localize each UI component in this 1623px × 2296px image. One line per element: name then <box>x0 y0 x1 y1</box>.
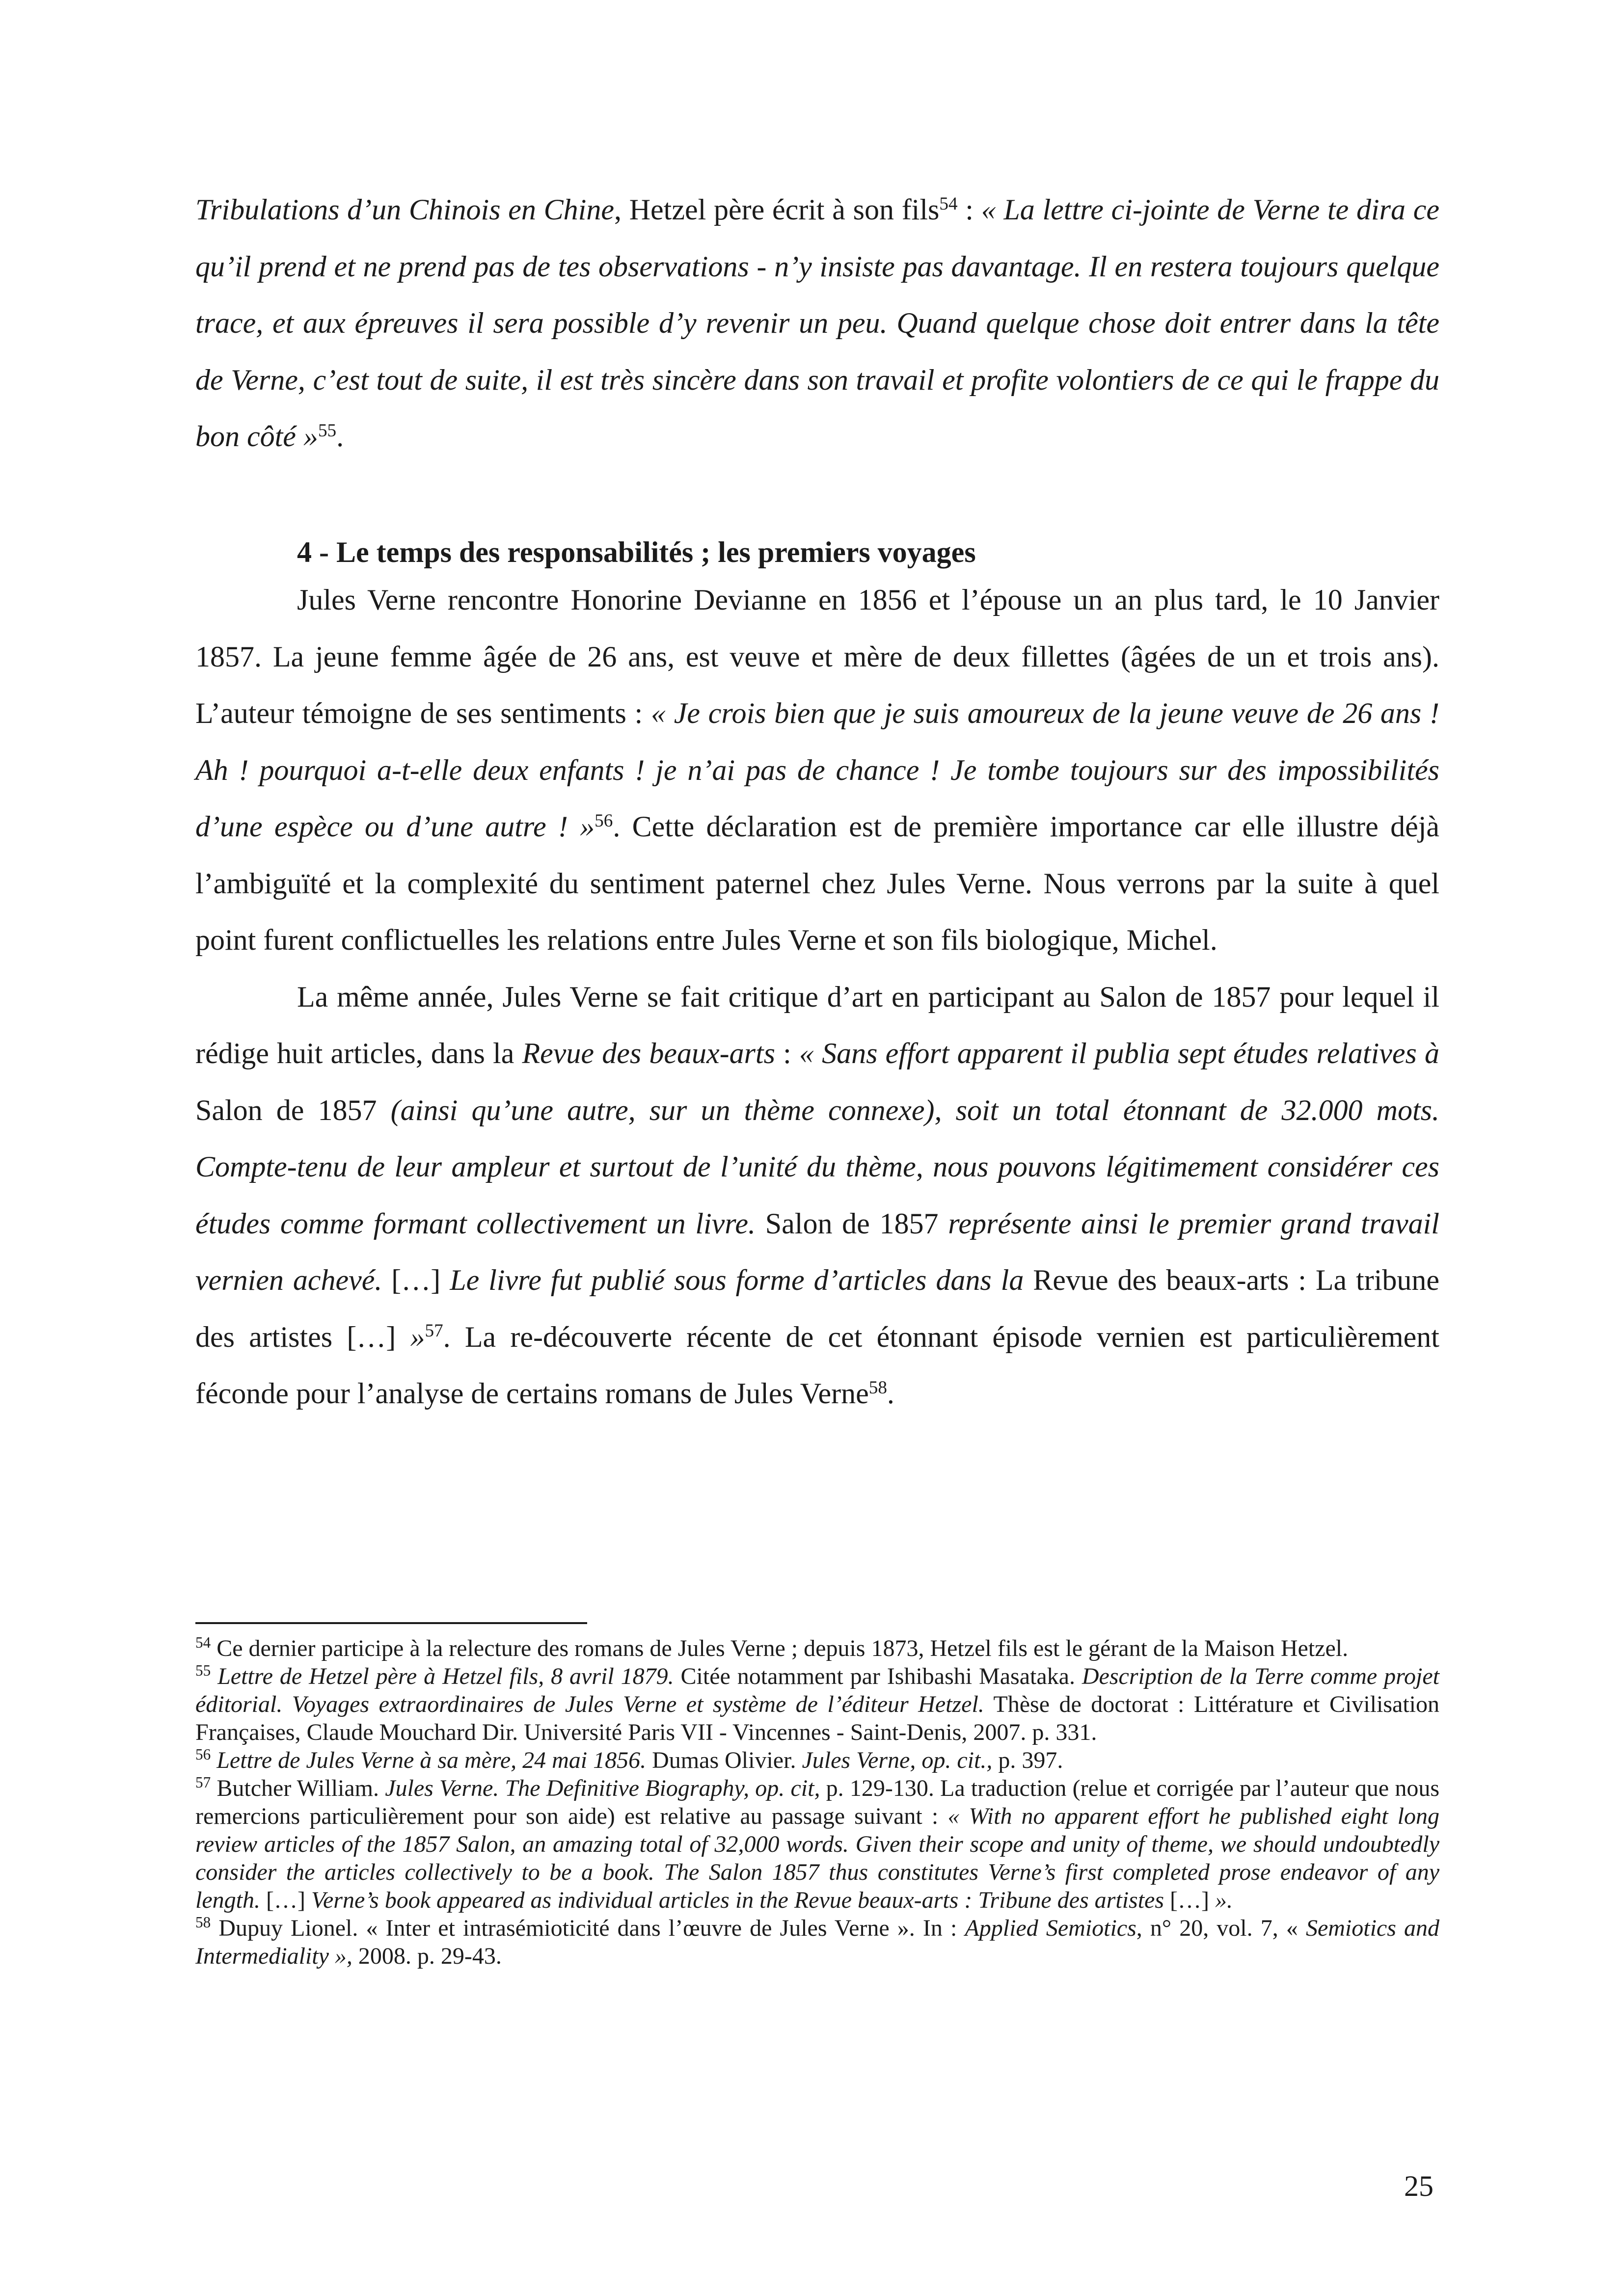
footnote-56: $^{56}$ Lettre de Jules Verne à sa mère, 24 mai 1856. Dumas Olivier. Jules Verne, op. cit., p. 397. <box>195 1745 1063 1773</box>
intro-paragraph: Tribulations d’un Chinois en Chine, Hetzel père écrit à son fils$^{54}$ : « La lettre ci-jointe de Verne te dira ce qu’il prend et ne prend pas de tes observations - n’y insiste pas davantage. Il en restera toujours quelque trace, et aux épreuves il sera possible d’y revenir un peu. Quand quelque chose doit entrer dans la tête de Verne, c’est tout de suite, il est très sincère dans son travail et profite volontiers de ce qui le frappe du bon côté »$^{55}$. <box>195 193 1439 453</box>
footnote-separator <box>195 1622 587 1624</box>
quotation: « Je crois bien que je suis amoureux de la jeune veuve de 26 ans ! Ah ! pourquoi a-t-elle deux enfants ! je n’ai pas de chance ! Je tombe toujours sur des impossibilités d’une espèce ou d’une autre ! » <box>195 697 1439 843</box>
footnote-ref-56[interactable]: 56 <box>595 810 613 831</box>
footnote-ref-55[interactable]: 55 <box>318 420 337 441</box>
footnote-54: $^{54}$ Ce dernier participe à la relecture des romans de Jules Verne ; depuis 1873, Hetzel fils est le gérant de la Maison Hetzel. <box>195 1633 1349 1661</box>
book-title: Tribulations d’un Chinois en Chine <box>195 193 614 226</box>
footnote-ref-57[interactable]: 57 <box>425 1321 443 1341</box>
page-number: 25 <box>1404 2170 1434 2202</box>
footnote-ref-54[interactable]: 54 <box>939 193 958 214</box>
quotation: « La lettre ci-jointe de Verne te dira ce qu’il prend et ne prend pas de tes observations - n’y insiste pas davantage. Il en restera toujours quelque trace, et aux épreuves il sera possible d’y revenir un peu. Quand quelque chose doit entrer dans la tête de Verne, c’est tout de suite, il est très sincère dans son travail et profite volontiers de ce qui le frappe du bon côté » <box>195 193 1439 453</box>
footnote-55: $^{55}$ Lettre de Hetzel père à Hetzel fils, 8 avril 1879. Citée notamment par Ishibashi Masataka. Description de la Terre comme projet éditorial. Voyages extraordinaires de Jules Verne et système de l’éditeur Hetzel. Thèse de doctorat : Littérature et Civilisation Françaises, Claude Mouchard Dir. Université Paris VII - Vincennes - Saint-Denis, 2007. p. 331. <box>195 1661 1440 1745</box>
footnote-ref-58[interactable]: 58 <box>868 1377 887 1398</box>
section-heading: 4 - Le temps des responsabilités ; les premiers voyages <box>297 536 976 568</box>
footnotes <box>195 1634 1439 1970</box>
footnote-57: $^{57}$ Butcher William. Jules Verne. The Definitive Biography, op. cit, p. 129-130. La traduction (relue et corrigée par l’auteur que nous remercions particulièrement pour son aide) est relative au passage suivant : « With no apparent effort he published eight long review articles of the 1857 Salon, an amazing total of 32,000 words. Given their scope and unity of theme, we should undoubtedly consider the articles collectively to be a book. The Salon 1857 thus constitutes Verne’s first completed prose endeavor of any length. […] Verne’s book appeared as individual articles in the Revue beaux-arts : Tribune des artistes […] ». <box>195 1773 1440 1913</box>
paragraph-salon: La même année, Jules Verne se fait critique d’art en participant au Salon de 1857 pour lequel il rédige huit articles, dans la Revue des beaux-arts : « Sans effort apparent il publia sept études relatives à Salon de 1857 (ainsi qu’une autre, sur un thème connexe), soit un total étonnant de 32.000 mots. Compte-tenu de leur ampleur et surtout de l’unité du thème, nous pouvons légitimement considérer ces études comme formant collectivement un livre. Salon de 1857 représente ainsi le premier grand travail vernien achevé. […] Le livre fut publié sous forme d’articles dans la Revue des beaux-arts : La tribune des artistes […] »$^{57}$. La re-découverte récente de cet étonnant épisode vernien est particulièrement féconde pour l’analyse de certains romans de Jules Verne$^{58}$. <box>195 980 1440 1410</box>
paragraph-honorine: Jules Verne rencontre Honorine Devianne en 1856 et l’épouse un an plus tard, le 10 Janvier 1857. La jeune femme âgée de 26 ans, est veuve et mère de deux fillettes (âgées de un et trois ans). L’auteur témoigne de ses sentiments : « Je crois bien que je suis amoureux de la jeune veuve de 26 ans ! Ah ! pourquoi a-t-elle deux enfants ! je n’ai pas de chance ! Je tombe toujours sur des impossibilités d’une espèce ou d’une autre ! »$^{56}$. Cette déclaration est de première importance car elle illustre déjà l’ambiguïté et la complexité du sentiment paternel chez Jules Verne. Nous verrons par la suite à quel point furent conflictuelles les relations entre Jules Verne et son fils biologique, Michel. <box>195 584 1439 956</box>
body-paragraphs <box>195 572 1439 1422</box>
footnote-58: $^{58}$ Dupuy Lionel. « Inter et intrasémioticité dans l’œuvre de Jules Verne ». In : Applied Semiotics, n° 20, vol. 7, « Semiotics and Intermediality », 2008. p. 29-43. <box>195 1913 1439 1969</box>
